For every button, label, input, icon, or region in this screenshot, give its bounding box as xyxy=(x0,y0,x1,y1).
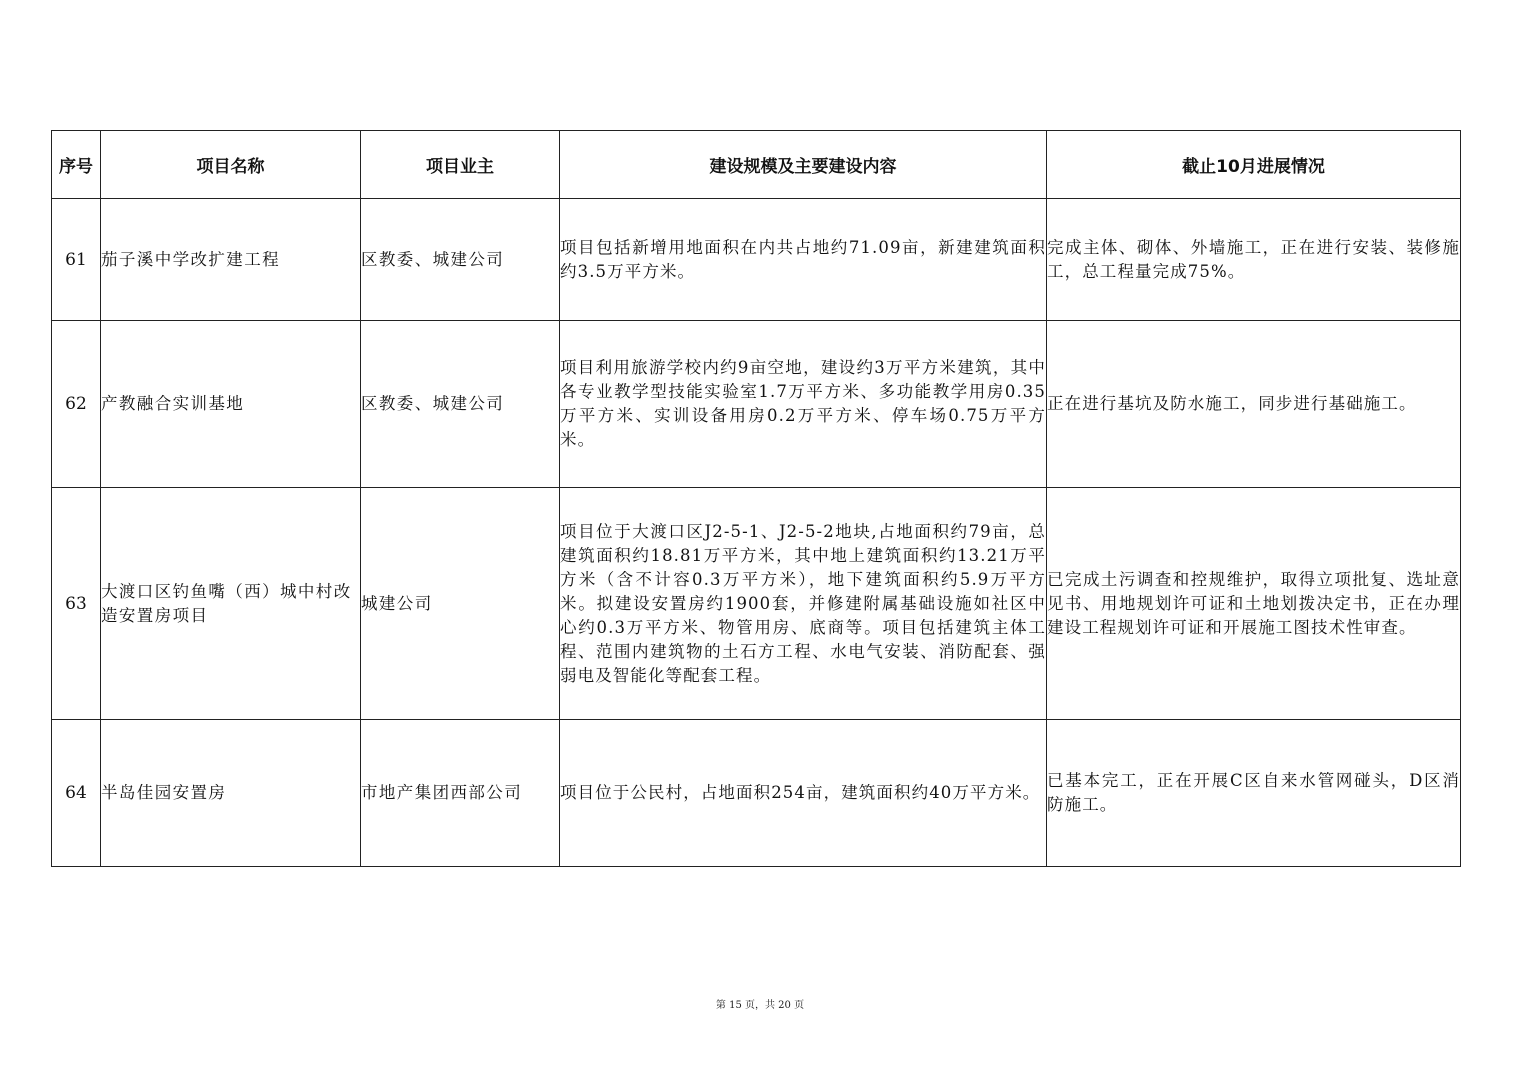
row-progress: 已完成土污调查和控规维护，取得立项批复、选址意见书、用地规划许可证和土地划拨决定书，正在办理建设工程规划许可证和开展施工图技术性审查。 xyxy=(1047,488,1461,720)
table-row xyxy=(52,199,1461,321)
row-no: 64 xyxy=(52,720,101,867)
row-project-name: 大渡口区钓鱼嘴（西）城中村改造安置房项目 xyxy=(101,488,361,720)
project-table xyxy=(51,130,1461,867)
row-scope: 项目位于公民村，占地面积254亩，建筑面积约40万平方米。 xyxy=(560,720,1047,867)
row-scope: 项目利用旅游学校内约9亩空地，建设约3万平方米建筑，其中各专业教学型技能实验室1.7万平方米、多功能教学用房0.35万平方米、实训设备用房0.2万平方米、停车场0.75万平方米。 xyxy=(560,321,1047,488)
row-project-name: 产教融合实训基地 xyxy=(101,321,361,488)
table-row xyxy=(52,488,1461,720)
header-scope: 建设规模及主要建设内容 xyxy=(560,131,1047,199)
row-project-owner: 城建公司 xyxy=(361,488,560,720)
row-project-name: 半岛佳园安置房 xyxy=(101,720,361,867)
page-footer: 第 15 页，共 20 页 xyxy=(715,1000,805,1011)
row-project-owner: 区教委、城建公司 xyxy=(361,199,560,321)
row-scope: 项目包括新增用地面积在内共占地约71.09亩，新建建筑面积约3.5万平方米。 xyxy=(560,199,1047,321)
table-header-row xyxy=(52,131,1461,199)
header-progress: 截止10月进展情况 xyxy=(1047,131,1461,199)
row-progress: 完成主体、砌体、外墙施工，正在进行安装、装修施工，总工程量完成75%。 xyxy=(1047,199,1461,321)
table-row xyxy=(52,321,1461,488)
row-scope: 项目位于大渡口区J2-5-1、J2-5-2地块,占地面积约79亩，总建筑面积约18.81万平方米，其中地上建筑面积约13.21万平方米（含不计容0.3万平方米），地下建筑面积约5.9万平方米。拟建设安置房约1900套，并修建附属基础设施如社区中心约0.3万平方米、物管用房、底商等。项目包括建筑主体工程、范围内建筑物的土石方工程、水电气安装、消防配套、强弱电及智能化等配套工程。 xyxy=(560,488,1047,720)
row-no: 63 xyxy=(52,488,101,720)
row-progress: 正在进行基坑及防水施工，同步进行基础施工。 xyxy=(1047,321,1461,488)
row-no: 62 xyxy=(52,321,101,488)
header-project-owner: 项目业主 xyxy=(361,131,560,199)
row-project-owner: 市地产集团西部公司 xyxy=(361,720,560,867)
row-project-owner: 区教委、城建公司 xyxy=(361,321,560,488)
row-progress: 已基本完工，正在开展C区自来水管网碰头，D区消防施工。 xyxy=(1047,720,1461,867)
header-project-name: 项目名称 xyxy=(101,131,361,199)
row-project-name: 茄子溪中学改扩建工程 xyxy=(101,199,361,321)
header-no: 序号 xyxy=(52,131,101,199)
row-no: 61 xyxy=(52,199,101,321)
table-row xyxy=(52,720,1461,867)
